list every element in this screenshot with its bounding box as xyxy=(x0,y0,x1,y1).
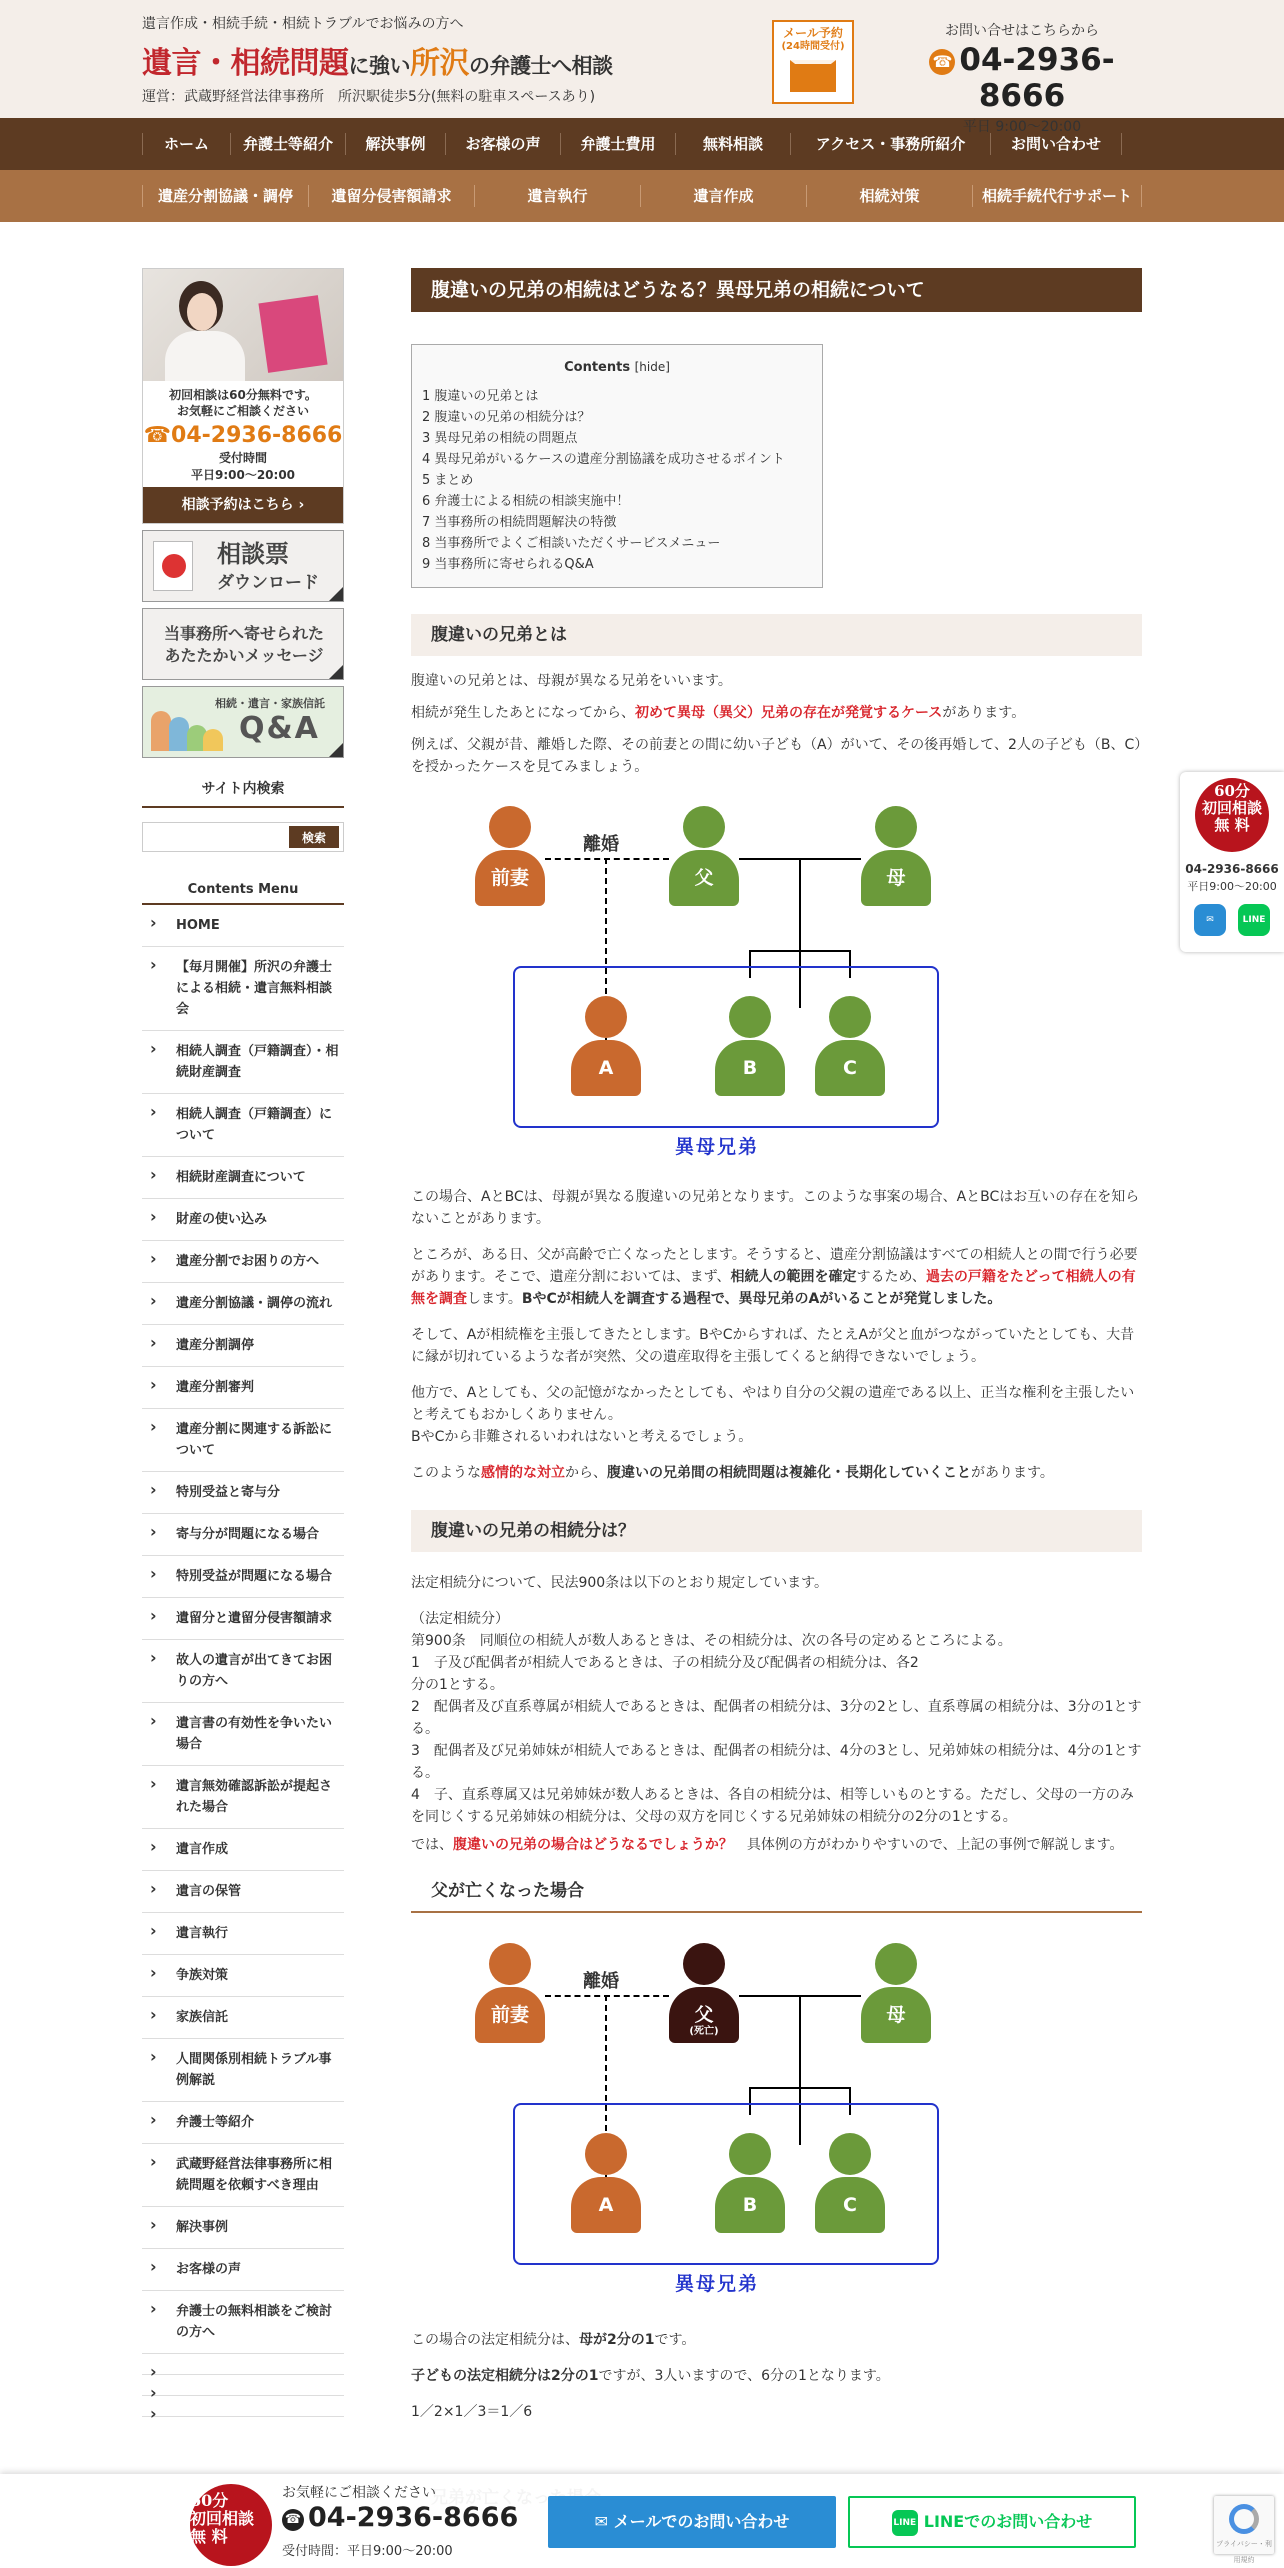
toc-item[interactable]: 3 異母兄弟の相続の問題点 xyxy=(422,431,578,446)
nav-free-consult[interactable]: 無料相談 xyxy=(675,133,790,155)
qa-banner-top: 相続・遺言・家族信託 xyxy=(215,697,325,710)
contents-menu-heading: Contents Menu xyxy=(142,882,344,905)
s3-p2a: 子どもの法定相続分は2分の1 xyxy=(411,2368,599,2384)
s1-p8 xyxy=(411,1462,1142,1484)
sub-heading-father-died: 父が亡くなった場合 xyxy=(411,1876,1142,1913)
sidebar-menu-item[interactable]: › 特別受益が問題になる場合 xyxy=(142,1556,344,1598)
mother-label-2: 母 xyxy=(861,1987,931,2043)
sidebar xyxy=(142,268,344,2417)
sidebar-menu-item[interactable]: › 遺言の保管 xyxy=(142,1871,344,1913)
sidebar-menu-item[interactable]: › 【毎月開催】所沢の弁護士による相続・遺言無料相談会 xyxy=(142,947,344,1031)
s2-p1: 法定相続分について、民法900条は以下のとおり規定しています。 xyxy=(411,1575,829,1591)
child-a-figure-2 xyxy=(571,2133,641,2233)
banner-hours-value: 平日9:00〜20:00 xyxy=(190,468,296,482)
law-title: （法定相続分） xyxy=(411,1611,509,1627)
toc-item[interactable]: 1 腹違いの兄弟とは xyxy=(422,389,539,404)
s1-p3: 例えば、父親が昔、離婚した際、その前妻との間に幼い子ども（A）がいて、その後再婚して、2人の子ども（B、C）を授かったケースを見てみましょう。 xyxy=(411,737,1142,775)
s3-p1c: です。 xyxy=(654,2332,696,2348)
photo-folder xyxy=(258,295,327,373)
nav-fees[interactable]: 弁護士費用 xyxy=(560,133,675,155)
sidebar-menu-item[interactable]: › 弁護士等紹介 xyxy=(142,2102,344,2144)
sidebar-menu-item[interactable]: › 相続人調査（戸籍調査）について xyxy=(142,1094,344,1157)
sidebar-menu-item[interactable]: › 相続財産調査について xyxy=(142,1157,344,1199)
toc-item[interactable]: 7 当事務所の相続問題解決の特徴 xyxy=(422,515,617,530)
half-siblings-label-2: 異母兄弟 xyxy=(675,2273,760,2295)
messages-line2: あたたかいメッセージ xyxy=(164,646,324,665)
mail-reservation-button[interactable] xyxy=(772,20,854,104)
toc-item[interactable]: 9 当事務所に寄せられるQ&A xyxy=(422,557,594,572)
s1-p8c: から、 xyxy=(565,1465,607,1481)
mother-figure xyxy=(861,806,931,906)
sidebar-menu-item[interactable]: › 武蔵野経営法律事務所に相続問題を依頼すべき理由 xyxy=(142,2144,344,2207)
banner-hours-label: 受付時間 xyxy=(218,451,267,465)
line-contact-label: LINEでのお問い合わせ xyxy=(923,2512,1093,2531)
s1-p2a: 相続が発生したあとになってから、 xyxy=(411,705,635,721)
s2-p2b: 腹違いの兄弟の場合はどうなるでしょうか？ xyxy=(453,1837,733,1853)
ex-wife-label: 前妻 xyxy=(475,850,545,906)
child-c-figure-2 xyxy=(815,2133,885,2233)
ex-wife-figure-2 xyxy=(475,1943,545,2043)
site-header xyxy=(0,0,1284,135)
messages-banner[interactable] xyxy=(142,608,344,680)
divorce-line xyxy=(545,858,669,860)
logo-part3: 所沢 xyxy=(410,46,469,81)
law-line-2: 1 子及び配偶者が相続人であるときは、子の相続分及び配偶者の相続分は、各2 xyxy=(411,1655,919,1671)
header-phone[interactable] xyxy=(902,42,1142,114)
search-heading: サイト内検索 xyxy=(142,778,344,808)
bottom-badge-line3: 無 料 xyxy=(190,2527,228,2546)
mail-contact-button[interactable] xyxy=(548,2496,836,2548)
child-c-label-2: C xyxy=(815,2177,885,2233)
deceased-father-label xyxy=(669,1987,739,2043)
toc-heading xyxy=(422,357,812,378)
nav-contact[interactable]: お問い合わせ xyxy=(990,133,1122,155)
chevron-right-icon: › xyxy=(298,497,305,513)
sidebar-menu-item[interactable]: › 特別受益と寄与分 xyxy=(142,1472,344,1514)
toc-item[interactable]: 5 まとめ xyxy=(422,473,474,488)
sidebar-menu-item[interactable]: › 人間関係別相続トラブル事例解説 xyxy=(142,2039,344,2102)
recaptcha-icon xyxy=(1229,2504,1259,2534)
law-line-1: 第900条 同順位の相続人が数人あるときは、その相続分は、次の各号の定めるところによる。 xyxy=(411,1633,1012,1649)
download-title: 相談票 xyxy=(217,540,289,568)
sidebar-menu-item[interactable]: › 弁護士の無料相談をご検討の方へ xyxy=(142,2291,344,2354)
sidebar-menu-item[interactable]: › 遺留分と遺留分侵害額請求 xyxy=(142,1598,344,1640)
law-line-3: 2 配偶者及び直系尊属が相続人であるときは、配偶者の相続分は、3分の2とし、直系尊属の相続分は、3分の1とする。 xyxy=(411,1699,1142,1737)
s1-p8d: 腹違いの兄弟間の相続問題は複雑化・長期化していくこと xyxy=(607,1465,971,1481)
sidebar-menu-item[interactable]: › 家族信託 xyxy=(142,1997,344,2039)
s1-p5c: するため、 xyxy=(856,1269,926,1285)
float-icons xyxy=(1180,904,1284,936)
family-diagram-2 xyxy=(411,1943,1142,2323)
s3-p2b: ですが、3人いますので、6分の1となります。 xyxy=(598,2368,890,2384)
recaptcha-badge[interactable] xyxy=(1214,2496,1274,2564)
pdf-icon xyxy=(153,541,193,591)
toc-item[interactable]: 6 弁護士による相続の相談実施中！ xyxy=(422,494,630,509)
envelope-icon: ✉ xyxy=(594,2512,614,2531)
recaptcha-text: プライバシー・利用規約 xyxy=(1216,2540,1272,2564)
sidebar-menu-item[interactable]: › 遺産分割に関連する訴訟について xyxy=(142,1409,344,1472)
s2-p2 xyxy=(411,1834,1142,1856)
s1-p5b: 相続人の範囲を確定 xyxy=(730,1269,857,1285)
s1-p5 xyxy=(411,1244,1142,1310)
messages-line1: 当事務所へ寄せられた xyxy=(163,624,324,643)
s1-p8b: 感情的な対立 xyxy=(481,1465,565,1481)
sidebar-menu-item[interactable]: › 解決事例 xyxy=(142,2207,344,2249)
child-a-label-2: A xyxy=(571,2177,641,2233)
download-sub: ダウンロード xyxy=(217,573,319,593)
s1-p5a: ところが、ある日、父が高齢で亡くなったとします。そうすると、遺産分割協議はすべての相続人との間で行う必要があります。そこで、遺産分割においては、まず、 xyxy=(411,1247,1138,1285)
banner-text2: お気軽にご相談ください xyxy=(176,404,309,418)
consult-reserve-link[interactable] xyxy=(143,487,343,523)
sidebar-menu-item[interactable]: › 寄与分が問題になる場合 xyxy=(142,1514,344,1556)
child-b-label: B xyxy=(715,1040,785,1096)
primary-nav xyxy=(0,118,1284,170)
s2-p2a: では、 xyxy=(411,1837,453,1853)
s1-p2c: があります。 xyxy=(942,705,1026,721)
phone-icon: ☎ xyxy=(282,2509,304,2531)
sidebar-menu-item[interactable]: › 遺産分割協議・調停の流れ xyxy=(142,1283,344,1325)
child-a-label: A xyxy=(571,1040,641,1096)
s1-p5e: します。 xyxy=(467,1291,522,1307)
toc-item[interactable]: 8 当事務所でよくご相談いただくサービスメニュー xyxy=(422,536,721,551)
site-search xyxy=(142,822,344,852)
family-diagram-1 xyxy=(411,792,1142,1172)
banner-hours xyxy=(143,450,343,484)
download-text xyxy=(217,541,319,596)
bottom-free-badge xyxy=(190,2484,272,2566)
sidebar-menu-item[interactable] xyxy=(142,2396,344,2417)
law-line-5: 4 子、直系尊属又は兄弟姉妹が数人あるときは、各自の相続分は、相等しいものとする。ただし、父母の一方のみを同じくする兄弟姉妹の相続分は、父母の双方を同じくする兄弟姉妹の相続分の2分の1とする。 xyxy=(411,1787,1134,1825)
line-contact-button[interactable] xyxy=(848,2496,1136,2548)
s1-p7b: BやCから非難されるいわれはないと考えるでしょう。 xyxy=(411,1429,753,1445)
father-label: 父 xyxy=(669,850,739,906)
download-form-banner[interactable] xyxy=(142,530,344,602)
photo-body xyxy=(165,331,245,381)
toc-hide-link[interactable]: [hide] xyxy=(634,360,670,374)
nav-lawyers[interactable]: 弁護士等紹介 xyxy=(230,133,345,155)
messages-text xyxy=(143,623,345,667)
search-button[interactable]: 検索 xyxy=(289,826,339,848)
s1-p2 xyxy=(411,702,1142,724)
deceased-father-figure xyxy=(669,1943,739,2043)
nav-home[interactable]: ホーム xyxy=(142,133,230,155)
bottom-badge-line2: 初回相談 xyxy=(190,2509,255,2528)
header-tagline: 遺言作成・相続手続・相続トラブルでお悩みの方へ xyxy=(142,16,464,32)
divorce-label: 離婚 xyxy=(583,834,619,855)
nav2-division[interactable]: 遺産分割協議・調停 xyxy=(142,185,308,207)
nav2-will-execution[interactable]: 遺言執行 xyxy=(474,185,640,207)
badge-line3: 無 料 xyxy=(1214,816,1250,834)
envelope-icon xyxy=(790,60,836,92)
s1-p5d: 過去の戸籍をたどって相続人の有無を調査 xyxy=(411,1269,1136,1307)
mother-figure-2 xyxy=(861,1943,931,2043)
sidebar-menu-item[interactable]: › 遺産分割調停 xyxy=(142,1325,344,1367)
phone-icon: ☎ xyxy=(929,49,955,75)
mail-sublabel: (24時間受付) xyxy=(781,41,845,52)
table-of-contents xyxy=(411,344,823,588)
law-quote xyxy=(411,1608,1142,1828)
s1-p2b: 初めて異母（異父）兄弟の存在が発覚するケース xyxy=(635,705,943,721)
nav-cases[interactable]: 解決事例 xyxy=(345,133,445,155)
mail-label: メール予約 xyxy=(783,26,843,40)
s3-p1a: この場合の法定相続分は、 xyxy=(411,2332,579,2348)
s3-p2 xyxy=(411,2365,1142,2387)
sidebar-menu-item[interactable]: › 遺産分割でお困りの方へ xyxy=(142,1241,344,1283)
nav2-inheritance-plan[interactable]: 相続対策 xyxy=(806,185,972,207)
mail-contact-label: メールでのお問い合わせ xyxy=(613,2512,790,2531)
mail-icon[interactable]: ✉ xyxy=(1194,904,1226,936)
qa-banner-main: Q&A xyxy=(239,711,320,746)
bottom-contact-bar xyxy=(0,2474,1284,2568)
law-line-2b: 分の1とする。 xyxy=(411,1677,504,1693)
sidebar-menu-item[interactable]: › お客様の声 xyxy=(142,2249,344,2291)
s1-p4: この場合、AとBCは、母親が異なる腹違いの兄弟となります。このような事案の場合、AとBCはお互いの存在を知らないことがあります。 xyxy=(411,1189,1140,1227)
banner-text xyxy=(143,381,343,419)
sidebar-menu-item[interactable]: › 争族対策 xyxy=(142,1955,344,1997)
law-line-4: 3 配偶者及び兄弟姉妹が相続人であるときは、配偶者の相続分は、4分の3とし、兄弟姉妹の相続分は、4分の1とする。 xyxy=(411,1743,1142,1781)
divorce-label-2: 離婚 xyxy=(583,1971,619,1992)
bottom-badge-line1: 60分 xyxy=(190,2491,229,2510)
ex-wife-label-2: 前妻 xyxy=(475,1987,545,2043)
sidebar-menu-item[interactable]: › 遺言書の有効性を争いたい場合 xyxy=(142,1703,344,1766)
child-branch-line-2 xyxy=(749,2087,851,2089)
s3-p1 xyxy=(411,2329,1142,2351)
line-icon[interactable]: LINE xyxy=(1238,904,1270,936)
sidebar-menu-item[interactable]: › 財産の使い込み xyxy=(142,1199,344,1241)
toc-heading-label: Contents xyxy=(564,360,631,375)
child-branch-line xyxy=(749,950,851,952)
sidebar-menu-item[interactable]: › 遺言執行 xyxy=(142,1913,344,1955)
father-label-2: 父 xyxy=(694,2004,714,2026)
badge-line2: 初回相談 xyxy=(1201,799,1262,817)
toc-item[interactable]: 2 腹違いの兄弟の相続分は？ xyxy=(422,410,591,425)
consult-reserve-label: 相談予約はこちら xyxy=(181,497,294,513)
child-c-label: C xyxy=(815,1040,885,1096)
qa-banner[interactable] xyxy=(142,686,344,758)
banner-phone-number: 04-2936-8666 xyxy=(171,423,343,448)
sidebar-menu-item[interactable]: › 相続人調査（戸籍調査）・相続財産調査 xyxy=(142,1031,344,1094)
section-heading-2: 腹違いの兄弟の相続分は？ xyxy=(411,1510,1142,1552)
half-siblings-label: 異母兄弟 xyxy=(675,1136,760,1158)
site-logo[interactable] xyxy=(142,38,613,82)
s3-p3: 1／2×1／3＝1／6 xyxy=(411,2404,533,2420)
logo-part4: の弁護士へ相談 xyxy=(469,54,613,78)
nav-access[interactable]: アクセス・事務所紹介 xyxy=(790,133,990,155)
banner-phone: ☎04-2936-8666 xyxy=(143,423,343,448)
divorce-line-2 xyxy=(545,1995,669,1997)
contents-menu xyxy=(142,905,344,2417)
s1-p8a: このような xyxy=(411,1465,481,1481)
banner-text1: 初回相談は60分無料です。 xyxy=(169,388,317,402)
receptionist-photo xyxy=(143,269,343,381)
nav2-will-creation[interactable]: 遺言作成 xyxy=(640,185,806,207)
nav2-procedure-support[interactable]: 相続手続代行サポート xyxy=(972,185,1142,207)
mother-label: 母 xyxy=(861,850,931,906)
bottom-phone-number: 04-2936-8666 xyxy=(308,2502,519,2533)
toc-list xyxy=(422,386,812,575)
sidebar-menu-item[interactable]: › 遺産分割審判 xyxy=(142,1367,344,1409)
bottom-phone[interactable] xyxy=(282,2502,518,2533)
bottom-small-text: お気軽にご相談ください xyxy=(282,2485,436,2501)
photo-face xyxy=(187,293,217,331)
sidebar-menu-item[interactable]: › 遺言作成 xyxy=(142,1829,344,1871)
float-phone[interactable]: 04-2936-8666 xyxy=(1185,862,1279,876)
child-c-figure xyxy=(815,996,885,1096)
header-phone-number: 04-2936-8666 xyxy=(959,42,1115,114)
header-operator: 運営：武蔵野経営法律事務所 所沢駅徒歩5分(無料の駐車スペースあり) xyxy=(142,89,596,105)
child-a-figure xyxy=(571,996,641,1096)
consult-banner[interactable] xyxy=(142,268,344,524)
logo-part2: に強い xyxy=(348,54,410,78)
s1-p7 xyxy=(411,1382,1142,1448)
family-icon xyxy=(151,701,221,751)
line-icon: LINE xyxy=(892,2510,918,2536)
s1-p5f: BやCが相続人を調査する過程で、異母兄弟のAがいることが発覚しました。 xyxy=(521,1291,1002,1307)
badge-line1: 60分 xyxy=(1214,782,1250,800)
bottom-hours: 受付時間：平日9:00〜20:00 xyxy=(282,2544,453,2559)
deceased-note: (死亡) xyxy=(689,2026,719,2037)
search-input[interactable] xyxy=(143,823,283,851)
child-b-figure xyxy=(715,996,785,1096)
float-hours: 平日9:00〜20:00 xyxy=(1187,880,1277,893)
sidebar-menu-item[interactable]: › HOME xyxy=(142,905,344,947)
page-title: 腹違いの兄弟の相続はどうなる？異母兄弟の相続について xyxy=(411,268,1142,312)
nav2-reserved-share[interactable]: 遺留分侵害額請求 xyxy=(308,185,474,207)
s1-p1: 腹違いの兄弟とは、母親が異なる兄弟をいいます。 xyxy=(411,673,732,689)
s3-p1b: 母が2分の1 xyxy=(579,2332,655,2348)
s2-p2c: 具体例の方がわかりやすいので、上記の事例で解説します。 xyxy=(732,1837,1124,1853)
secondary-nav xyxy=(0,170,1284,222)
child-b-figure-2 xyxy=(715,2133,785,2233)
floating-contact[interactable] xyxy=(1180,772,1284,952)
section-heading-1: 腹違いの兄弟とは xyxy=(411,614,1142,656)
free-consult-badge xyxy=(1195,778,1269,852)
toc-item[interactable]: 4 異母兄弟がいるケースの遺産分割協議を成功させるポイント xyxy=(422,452,785,467)
sidebar-menu-item[interactable] xyxy=(142,2375,344,2396)
main-content xyxy=(411,268,1142,2518)
s1-p8e: があります。 xyxy=(971,1465,1054,1481)
s1-p7a: 他方で、Aとしても、父の記憶がなかったとしても、やはり自分の父親の遺産である以上、正当な権利を主張したいと考えてもおかしくありません。 xyxy=(411,1385,1135,1423)
ex-wife-figure xyxy=(475,806,545,906)
contact-label: お問い合せはこちらから xyxy=(945,23,1099,39)
s1-p6: そして、Aが相続権を主張してきたとします。BやCからすれば、たとえAが父と血がつながっていたとしても、大昔に縁が切れているような者が突然、父の遺産取得を主張してくると納得できないでしょう。 xyxy=(411,1327,1135,1365)
nav-voices[interactable]: お客様の声 xyxy=(445,133,560,155)
sidebar-menu-item[interactable] xyxy=(142,2354,344,2375)
sidebar-menu-item[interactable]: › 故人の遺言が出てきてお困りの方へ xyxy=(142,1640,344,1703)
sidebar-menu-item[interactable]: › 遺言無効確認訴訟が提起された場合 xyxy=(142,1766,344,1829)
logo-part1: 遺言・相続問題 xyxy=(142,46,349,81)
header-hours: 平日 9:00〜20:00 xyxy=(962,119,1082,135)
father-figure xyxy=(669,806,739,906)
child-b-label-2: B xyxy=(715,2177,785,2233)
